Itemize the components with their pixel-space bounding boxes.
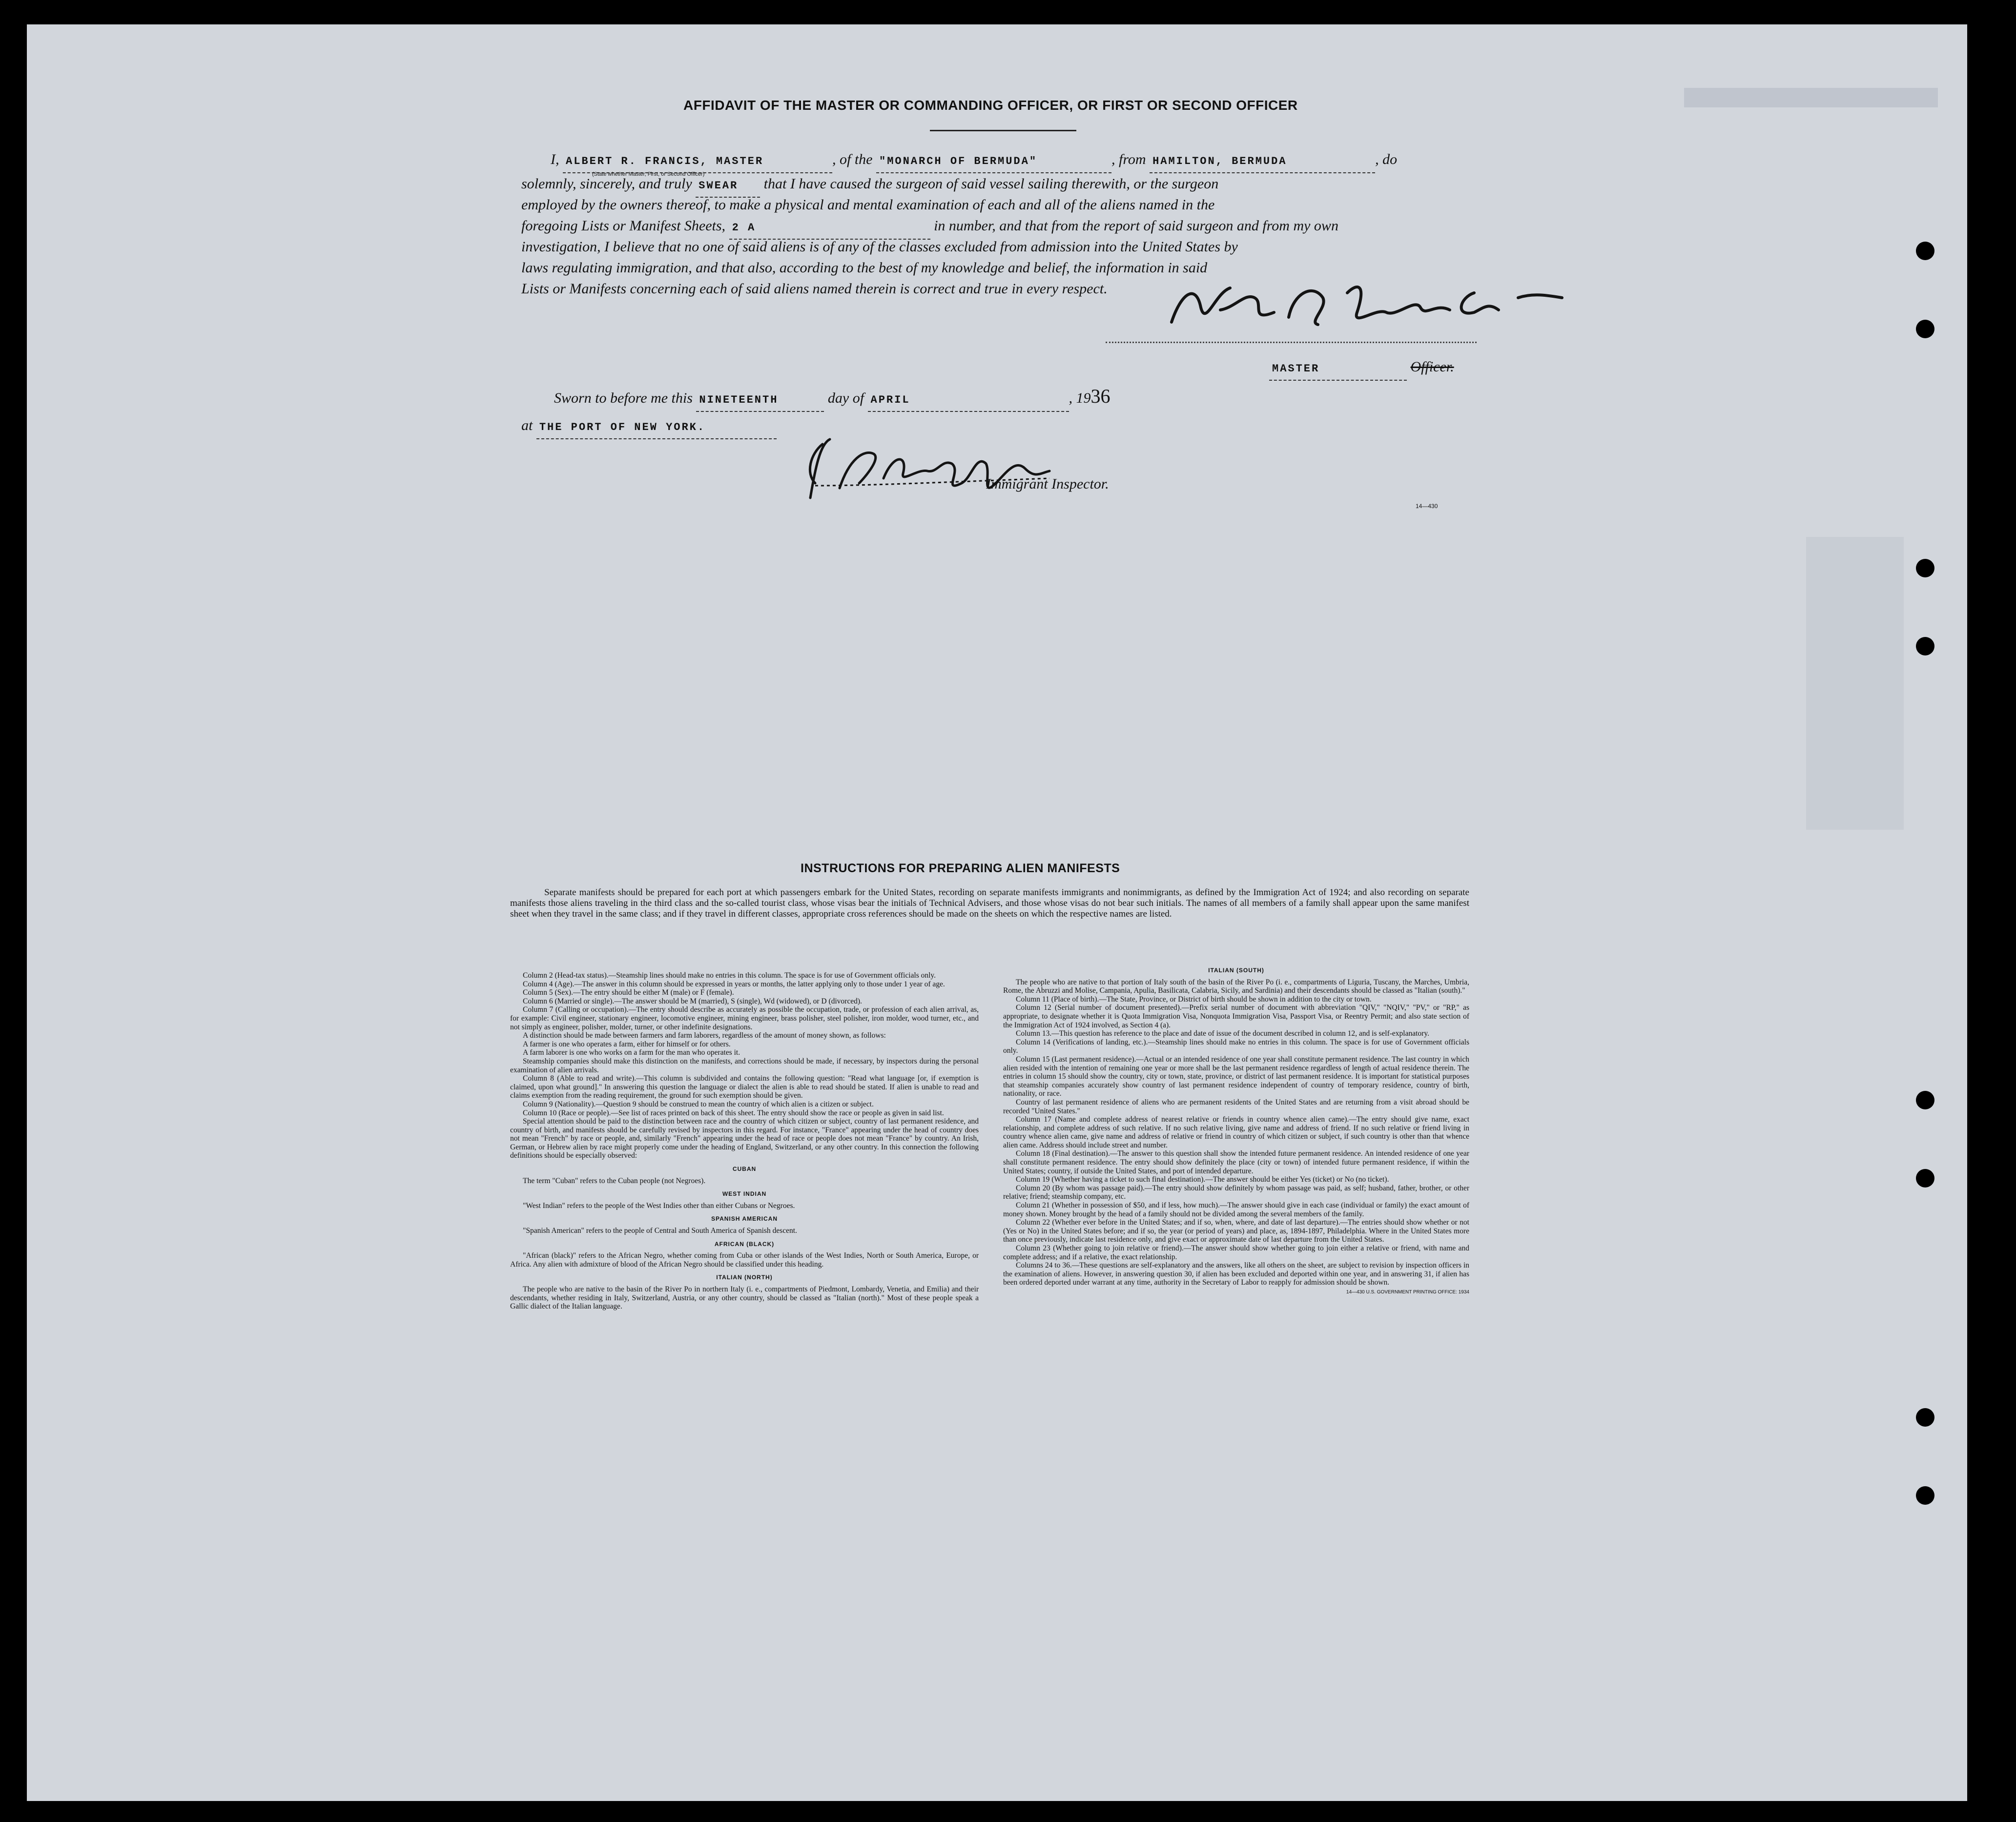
punch-hole xyxy=(1916,1408,1934,1427)
instruction-paragraph: "Spanish American" refers to the people of Central and South America of Spanish descent. xyxy=(523,1227,797,1235)
form-number: 14—430 xyxy=(1416,503,1438,510)
punch-hole xyxy=(1916,1091,1934,1109)
instruction-paragraph: Column 9 (Nationality).—Question 9 should be construed to mean the country of which alien is a citizen or subject. xyxy=(523,1100,874,1108)
sworn-place-line xyxy=(521,415,777,439)
instruction-paragraph: The term "Cuban" refers to the Cuban people (not Negroes). xyxy=(523,1176,706,1185)
master-signature xyxy=(1162,264,1572,337)
instruction-paragraph: Column 14 (Verifications of landing, etc.).—Steamship lines should make no entries in this column. The space is for use of Government officials only. xyxy=(1003,1038,1469,1055)
printing-office-footer: 14—430 U.S. GOVERNMENT PRINTING OFFICE: 1934 xyxy=(1346,1289,1469,1295)
instruction-paragraph: Column 8 (Able to read and write).—This column is subdivided and contains the following question: "Read what language [or, if exemption is claimed, upon what ground]." In answering this question the language or dialect the alien is able to read should be stated. If alien is unable to read and claims exemption from the reading requirement, the ground for such exemption should be given. xyxy=(510,1074,979,1100)
affidavit-line-6: laws regulating immigration, and that also, according to the best of my knowledge and belief, the information in said xyxy=(521,260,1208,276)
sworn-day-of: day of xyxy=(827,390,864,406)
instruction-paragraph: Column 2 (Head-tax status).—Steamship lines should make no entries in this column. The space is for use of Government officials only. xyxy=(523,971,936,980)
instruction-paragraph: Column 12 (Serial number of document presented).—Prefix serial number of document with abbreviation "QIV," "NQIV," "PV," or "RP," as appropriate, to designate whether it is Quota Immigration Visa, Nonquota Immigration Visa, Passport Visa, or Reentry Permit; and also state section of the Immigration Act of 1924 involved, as Section 4 (a). xyxy=(1003,1003,1469,1029)
section-heading-cuban: CUBAN xyxy=(732,1166,757,1173)
instruction-paragraph: Column 6 (Married or single).—The answer should be M (married), S (single), Wd (widowed), or D (divorced). xyxy=(523,997,862,1005)
master-title-line xyxy=(1269,356,1454,381)
punch-hole xyxy=(1916,320,1934,338)
instruction-paragraph: Column 22 (Whether ever before in the United States; and if so, when, where, and date of last departure).—The entries should show whether or not (Yes or No) in the United States before; and if so, the year (or period of years) and place, as, 1894-1897, Philadelphia. Where in the United States more than once previously, indicate last residence only, and give exact or approximate date of last departure from the United States. xyxy=(1003,1218,1469,1244)
punch-hole xyxy=(1916,242,1934,260)
affidavit-line-7: Lists or Manifests concerning each of said aliens named therein is correct and true in every respect. xyxy=(521,281,1108,297)
instruction-paragraph: The people who are native to the basin of the River Po in northern Italy (i. e., compartments of Piedmont, Lombardy, Venetia, and Emilia) and their descendants, whether residing in Italy, Switzerland, Austria, or any other country, should be classed as "Italian (north)." Most of these people speak a Gallic dialect of the Italian language. xyxy=(510,1285,979,1311)
instruction-paragraph: Column 18 (Final destination).—The answer to this question shall show the intended future permanent residence. An intended residence of one year shall constitute permanent residence. The entry should show definitely the place (city or town) of intended future permanent residence, if within the United States; country, if outside the United States, and port of intended departure. xyxy=(1003,1149,1469,1175)
label-i: I, xyxy=(551,151,559,167)
affidavit-line-3: employed by the owners thereof, to make a physical and mental examination of each and all of the aliens named in the xyxy=(521,197,1215,213)
sworn-place-field: THE PORT OF NEW YORK. xyxy=(536,417,777,439)
section-heading-african: AFRICAN (BLACK) xyxy=(714,1240,775,1248)
instruction-paragraph: Column 11 (Place of birth).—The State, Province, or District of birth should be shown in addition to the city or town. xyxy=(1016,995,1372,1003)
sworn-year: 36 xyxy=(1090,385,1111,407)
instructions-right-column xyxy=(1003,966,1469,1297)
section-heading-spanish-american: SPANISH AMERICAN xyxy=(711,1215,778,1223)
sheet-count-field: 2 A xyxy=(729,217,930,240)
punch-hole xyxy=(1916,1169,1934,1187)
bleed-through-mark xyxy=(1806,537,1904,830)
sworn-prefix: Sworn to before me this xyxy=(554,390,693,406)
officer-name-field: ALBERT R. FRANCIS, MASTER xyxy=(563,151,832,173)
instruction-paragraph: Country of last permanent residence of aliens who are permanent residents of the United States and are returning from a visit abroad should be recorded "United States." xyxy=(1003,1098,1469,1115)
sworn-at: at xyxy=(521,417,533,433)
signature-title-field: MASTER xyxy=(1269,358,1407,381)
sworn-year-prefix: , 19 xyxy=(1069,390,1091,406)
instruction-paragraph: Steamship companies should make this distinction on the manifests, and corrections should be made, if necessary, by inspectors during the personal examination of alien arrivals. xyxy=(510,1057,979,1074)
affidavit-line-1 xyxy=(551,149,1398,177)
punch-hole xyxy=(1916,1486,1934,1505)
label-from: , from xyxy=(1111,151,1146,167)
affidavit-line-5: investigation, I believe that no one of said aliens is of any of the classes excluded from admission into the United States by xyxy=(521,239,1238,255)
label-do: , do xyxy=(1375,151,1398,167)
instruction-paragraph: Column 19 (Whether having a ticket to such final destination).—The answer should be either Yes (ticket) or No (no ticket). xyxy=(1016,1175,1389,1184)
instructions-title: INSTRUCTIONS FOR PREPARING ALIEN MANIFESTS xyxy=(801,861,1120,875)
instruction-paragraph: Column 17 (Name and complete address of nearest relative or friends in country whence alien came).—The entry should give name, exact relationship, and complete address of such relative. If no such relative living, give name and address of friend. If no such relative or friend living in country whence alien came, give name and address of relative or friend in country of which citizen or subject, if such country is other than that whence alien came. Address should include street and number. xyxy=(1003,1115,1469,1149)
officer-suffix: Officer. xyxy=(1410,359,1454,375)
affidavit-text: foregoing Lists or Manifest Sheets, xyxy=(521,218,726,234)
bleed-through-mark xyxy=(1684,88,1938,107)
inspector-title: Immigrant Inspector. xyxy=(986,476,1109,492)
sworn-line xyxy=(554,386,1111,412)
instruction-paragraph: Column 7 (Calling or occupation).—The entry should describe as accurately as possible the occupation, trade, or profession of each alien arrival, as, for example: Civil engineer, stationary engineer, locomotive engineer, mining engineer, brass polisher, steel polisher, iron molder, wood turner, etc., and not simply as engineer, polisher, molder, turner, or other indefinite designations. xyxy=(510,1005,979,1031)
officer-name-note: (State whether Master, First, or Second Officer) xyxy=(592,171,705,177)
instruction-paragraph: Column 21 (Whether in possession of $50, and if less, how much).—The answer should give in each case (individual or family) the exact amount of money shown. Money brought by the head of a family should not be divided among the several members of the family. xyxy=(1003,1201,1469,1218)
label-of-the: , of the xyxy=(832,151,873,167)
instruction-paragraph: A farm laborer is one who works on a farm for the man who operates it. xyxy=(523,1048,741,1057)
affidavit-title: AFFIDAVIT OF THE MASTER OR COMMANDING OFFICER, OR FIRST OR SECOND OFFICER xyxy=(683,98,1298,113)
inspector-signature xyxy=(796,425,1108,508)
instruction-paragraph: "West Indian" refers to the people of the West Indies other than either Cubans or Negroes. xyxy=(523,1201,795,1210)
instruction-paragraph: Column 13.—This question has reference to the place and date of issue of the document described in column 12, and is self-explanatory. xyxy=(1016,1029,1429,1038)
instruction-paragraph: Column 20 (By whom was passage paid).—The entry should show definitely by whom passage was paid, as self; husband, father, brother, or other relative; friend; steamship company, etc. xyxy=(1003,1184,1469,1201)
instruction-paragraph: The people who are native to that portion of Italy south of the basin of the River Po (i. e., compartments of Liguria, Tuscany, the Marches, Umbria, Rome, the Abruzzi and Molise, Campania, Apulia, Basilicata, Calabria, Sicily, and Sardinia) and their descendants should be classed as "Italian (south)." xyxy=(1003,978,1469,995)
punch-hole xyxy=(1916,559,1934,577)
instruction-paragraph: Columns 24 to 36.—These questions are self-explanatory and the answers, like all others on the sheet, are subject to revision by inspection officers in the examination of aliens. However, in answering question 30, if alien has been excluded and deported within one year, and in answering 31, if alien has been ordered deported under warrant at any time, authority in the Secretary of Labor to reapply for admission should be shown. xyxy=(1003,1261,1469,1287)
title-rule xyxy=(930,130,1076,131)
instruction-paragraph: A distinction should be made between farmers and farm laborers, regardless of the amount of money shown, as follows: xyxy=(523,1031,886,1040)
instruction-paragraph: Column 23 (Whether going to join relative or friend).—The answer should show whether going to join either a relative or friend, with name and complete address; and if a relative, the exact relationship. xyxy=(1003,1244,1469,1261)
section-heading-italian-south: ITALIAN (SOUTH) xyxy=(1208,967,1264,974)
instructions-left-column xyxy=(510,971,979,1311)
instruction-paragraph: Column 10 (Race or people).—See list of races printed on back of this sheet. The entry should show the race or people as given in said list. xyxy=(523,1108,944,1117)
departure-port-field: HAMILTON, BERMUDA xyxy=(1150,151,1375,173)
instruction-paragraph: Special attention should be paid to the distinction between race and the country of which citizen or subject, country of last permanent residence, and country of birth, and manifests should be carefully revised by inspectors in this regard. For instance, "France" appearing under the head of country does not mean "French" by race or people, and, similarly "French" appearing under the head of race or people does not mean "France" by country. An Irish, German, or Hebrew alien by race might properly come under the heading of England, Switzerland, or any other country. In this connection the following definitions should be especially observed: xyxy=(510,1117,979,1160)
affidavit-text: solemnly, sincerely, and truly xyxy=(521,176,692,192)
instruction-paragraph: Column 5 (Sex).—The entry should be either M (male) or F (female). xyxy=(523,988,734,997)
signature-line xyxy=(1106,342,1477,343)
sworn-month-field: APRIL xyxy=(868,389,1069,412)
instruction-paragraph: A farmer is one who operates a farm, either for himself or for others. xyxy=(523,1040,731,1048)
instruction-paragraph: Column 15 (Last permanent residence).—Actual or an intended residence of one year shall constitute permanent residence. The last country in which alien resided with the intention of remaining one year or more shall be the last permanent residence regardless of length of actual residence therein. The entries in column 15 should show the country, city or town, state, province, or district of last permanent residence. It is important for statistical purposes that steamship companies accurately show country of last permanent residence independent of country of temporary residence, country of birth, nationality, or race. xyxy=(1003,1055,1469,1098)
instruction-paragraph: "African (black)" refers to the African Negro, whether coming from Cuba or other islands of the West Indies, North or South America, Europe, or Africa. Any alien with admixture of blood of the African Negro should be classified under this heading. xyxy=(510,1251,979,1269)
punch-hole xyxy=(1916,637,1934,655)
affidavit-text: that I have caused the surgeon of said vessel sailing therewith, or the surgeon xyxy=(763,176,1219,192)
section-heading-italian-north: ITALIAN (NORTH) xyxy=(716,1274,773,1281)
instruction-paragraph: Column 4 (Age).—The answer in this column should be expressed in years or months, the latter applying only to those under 1 year of age. xyxy=(523,980,945,988)
oath-field: SWEAR xyxy=(696,175,760,198)
section-heading-west-indian: WEST INDIAN xyxy=(722,1190,767,1198)
vessel-name-field: "MONARCH OF BERMUDA" xyxy=(876,151,1111,173)
sworn-day-field: NINETEENTH xyxy=(696,389,824,412)
affidavit-text: in number, and that from the report of said surgeon and from my own xyxy=(934,218,1338,234)
instructions-intro: Separate manifests should be prepared for each port at which passengers embark for the United States, recording on separate manifests immigrants and nonimmigrants, as defined by the Immigration Act of 1924; and also recording on separate manifests those aliens traveling in the third class and the so-called tourist class, whose visas bear the initials of Technical Advisers, and those whose visas do not bear such initials. The names of all members of a family shall appear upon the same manifest sheet when they travel in the same class; and if they travel in different classes, appropriate cross references should be made on the sheets on which the respective names are listed. xyxy=(510,887,1469,919)
